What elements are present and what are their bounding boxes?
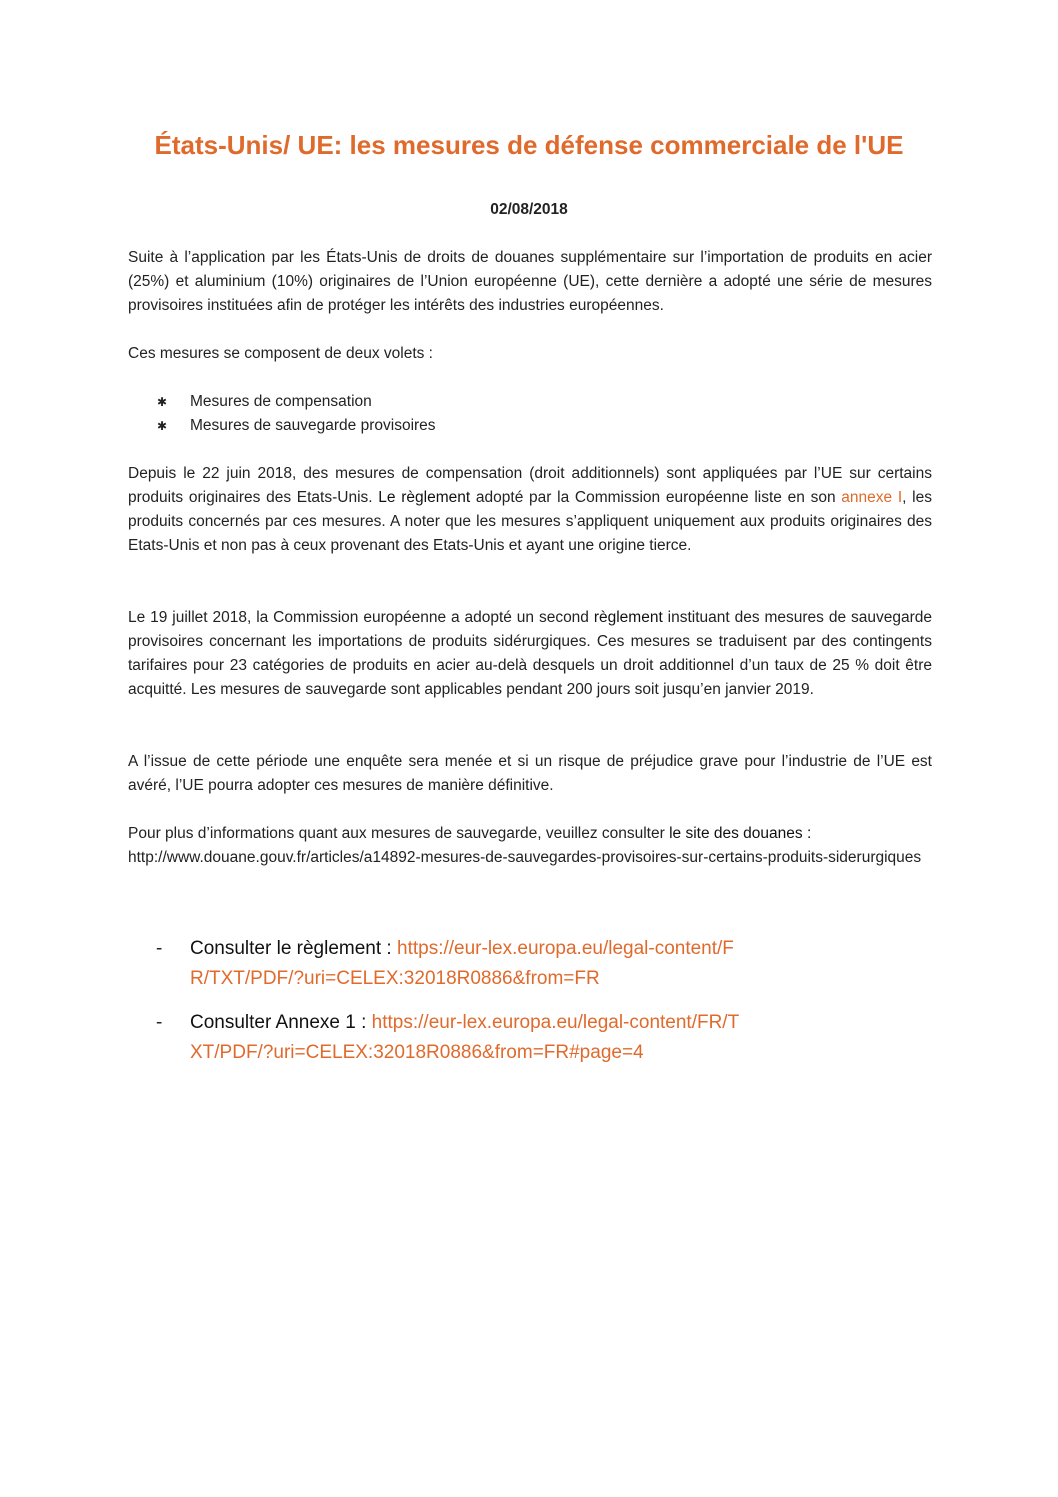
more-info-paragraph xyxy=(128,822,932,870)
paragraph-text: adopté par la Commission européenne liste en son xyxy=(470,489,842,506)
reglement-link[interactable]: Le règlement xyxy=(378,489,471,506)
safeguard-paragraph xyxy=(128,606,932,702)
second-reglement-link[interactable]: règlement xyxy=(593,609,663,626)
bullet-icon: ✱ xyxy=(156,419,168,433)
list-item xyxy=(128,934,932,994)
dash-icon: - xyxy=(156,938,163,959)
douane-url[interactable]: http://www.douane.gouv.fr/articles/a14892-mesures-de-sauvegardes-provisoires-sur-certains-produits-siderurgiques xyxy=(128,849,922,866)
douane-site-link[interactable]: le site des douanes : xyxy=(669,825,812,842)
list-item xyxy=(128,414,932,438)
consult-links-list xyxy=(128,934,932,1068)
intro-paragraph: Suite à l’application par les États-Unis de droits de douanes supplémentaire sur l’importation de produits en acier (25%) et aluminium (10%) originaires de l’Union européenne (UE), cette dernière a adopté une série de mesures provisoires instituées afin de protéger les intérêts des industries européennes. xyxy=(128,249,932,314)
page-title: États-Unis/ UE: les mesures de défense commerciale de l'UE xyxy=(154,130,904,160)
list-item-text: Mesures de compensation xyxy=(190,393,372,410)
consult-annexe-link[interactable]: https://eur-lex.europa.eu/legal-content/FR/TXT/PDF/?uri=CELEX:32018R0886&from=FR#page=4 xyxy=(190,1012,740,1063)
list-item-text: Mesures de sauvegarde provisoires xyxy=(190,417,436,434)
paragraph-text: instituant des mesures de sauvegarde provisoires concernant les importations de produits sidérurgiques. Ces mesures se traduisent par des contingents tarifaires pour 23 catégories de produits en acier au-delà desquels un droit additionnel d’un taux de 25 % doit être acquitté. Les mesures de sauvegarde sont applicables pendant 200 jours soit jusqu’en janvier 2019. xyxy=(128,609,932,698)
paragraph-text: Pour plus d’informations quant aux mesures de sauvegarde, veuillez consulter xyxy=(128,825,670,842)
publication-date: 02/08/2018 xyxy=(490,201,568,218)
paragraph-text: Le 19 juillet 2018, la Commission européenne a adopté un second xyxy=(128,609,594,626)
investigation-paragraph: A l’issue de cette période une enquête sera menée et si un risque de préjudice grave pour l’industrie de l’UE est avéré, l’UE pourra adopter ces mesures de manière définitive. xyxy=(128,753,932,794)
measures-list xyxy=(128,390,932,438)
list-item xyxy=(128,390,932,414)
paragraph-text: , les produits concernés par ces mesures. A noter que les mesures s’appliquent uniquement aux produits originaires des Etats-Unis et non pas à ceux provenant des Etats-Unis et ayant une origine tierce. xyxy=(128,489,932,554)
compensation-paragraph xyxy=(128,462,932,558)
consult-annexe-label: Consulter Annexe 1 : xyxy=(190,1012,372,1033)
consult-reglement-label: Consulter le règlement : xyxy=(190,938,397,959)
annexe-link[interactable]: annexe I xyxy=(841,489,903,506)
list-item xyxy=(128,1008,932,1068)
paragraph-text: Depuis le 22 juin 2018, des mesures de compensation (droit additionnels) sont appliquées par l’UE sur certains produits originaires des Etats-Unis. xyxy=(128,465,932,506)
dash-icon: - xyxy=(156,1012,163,1033)
components-intro: Ces mesures se composent de deux volets : xyxy=(128,345,433,362)
consult-reglement-link[interactable]: https://eur-lex.europa.eu/legal-content/FR/TXT/PDF/?uri=CELEX:32018R0886&from=FR xyxy=(190,938,734,989)
bullet-icon: ✱ xyxy=(156,395,168,409)
